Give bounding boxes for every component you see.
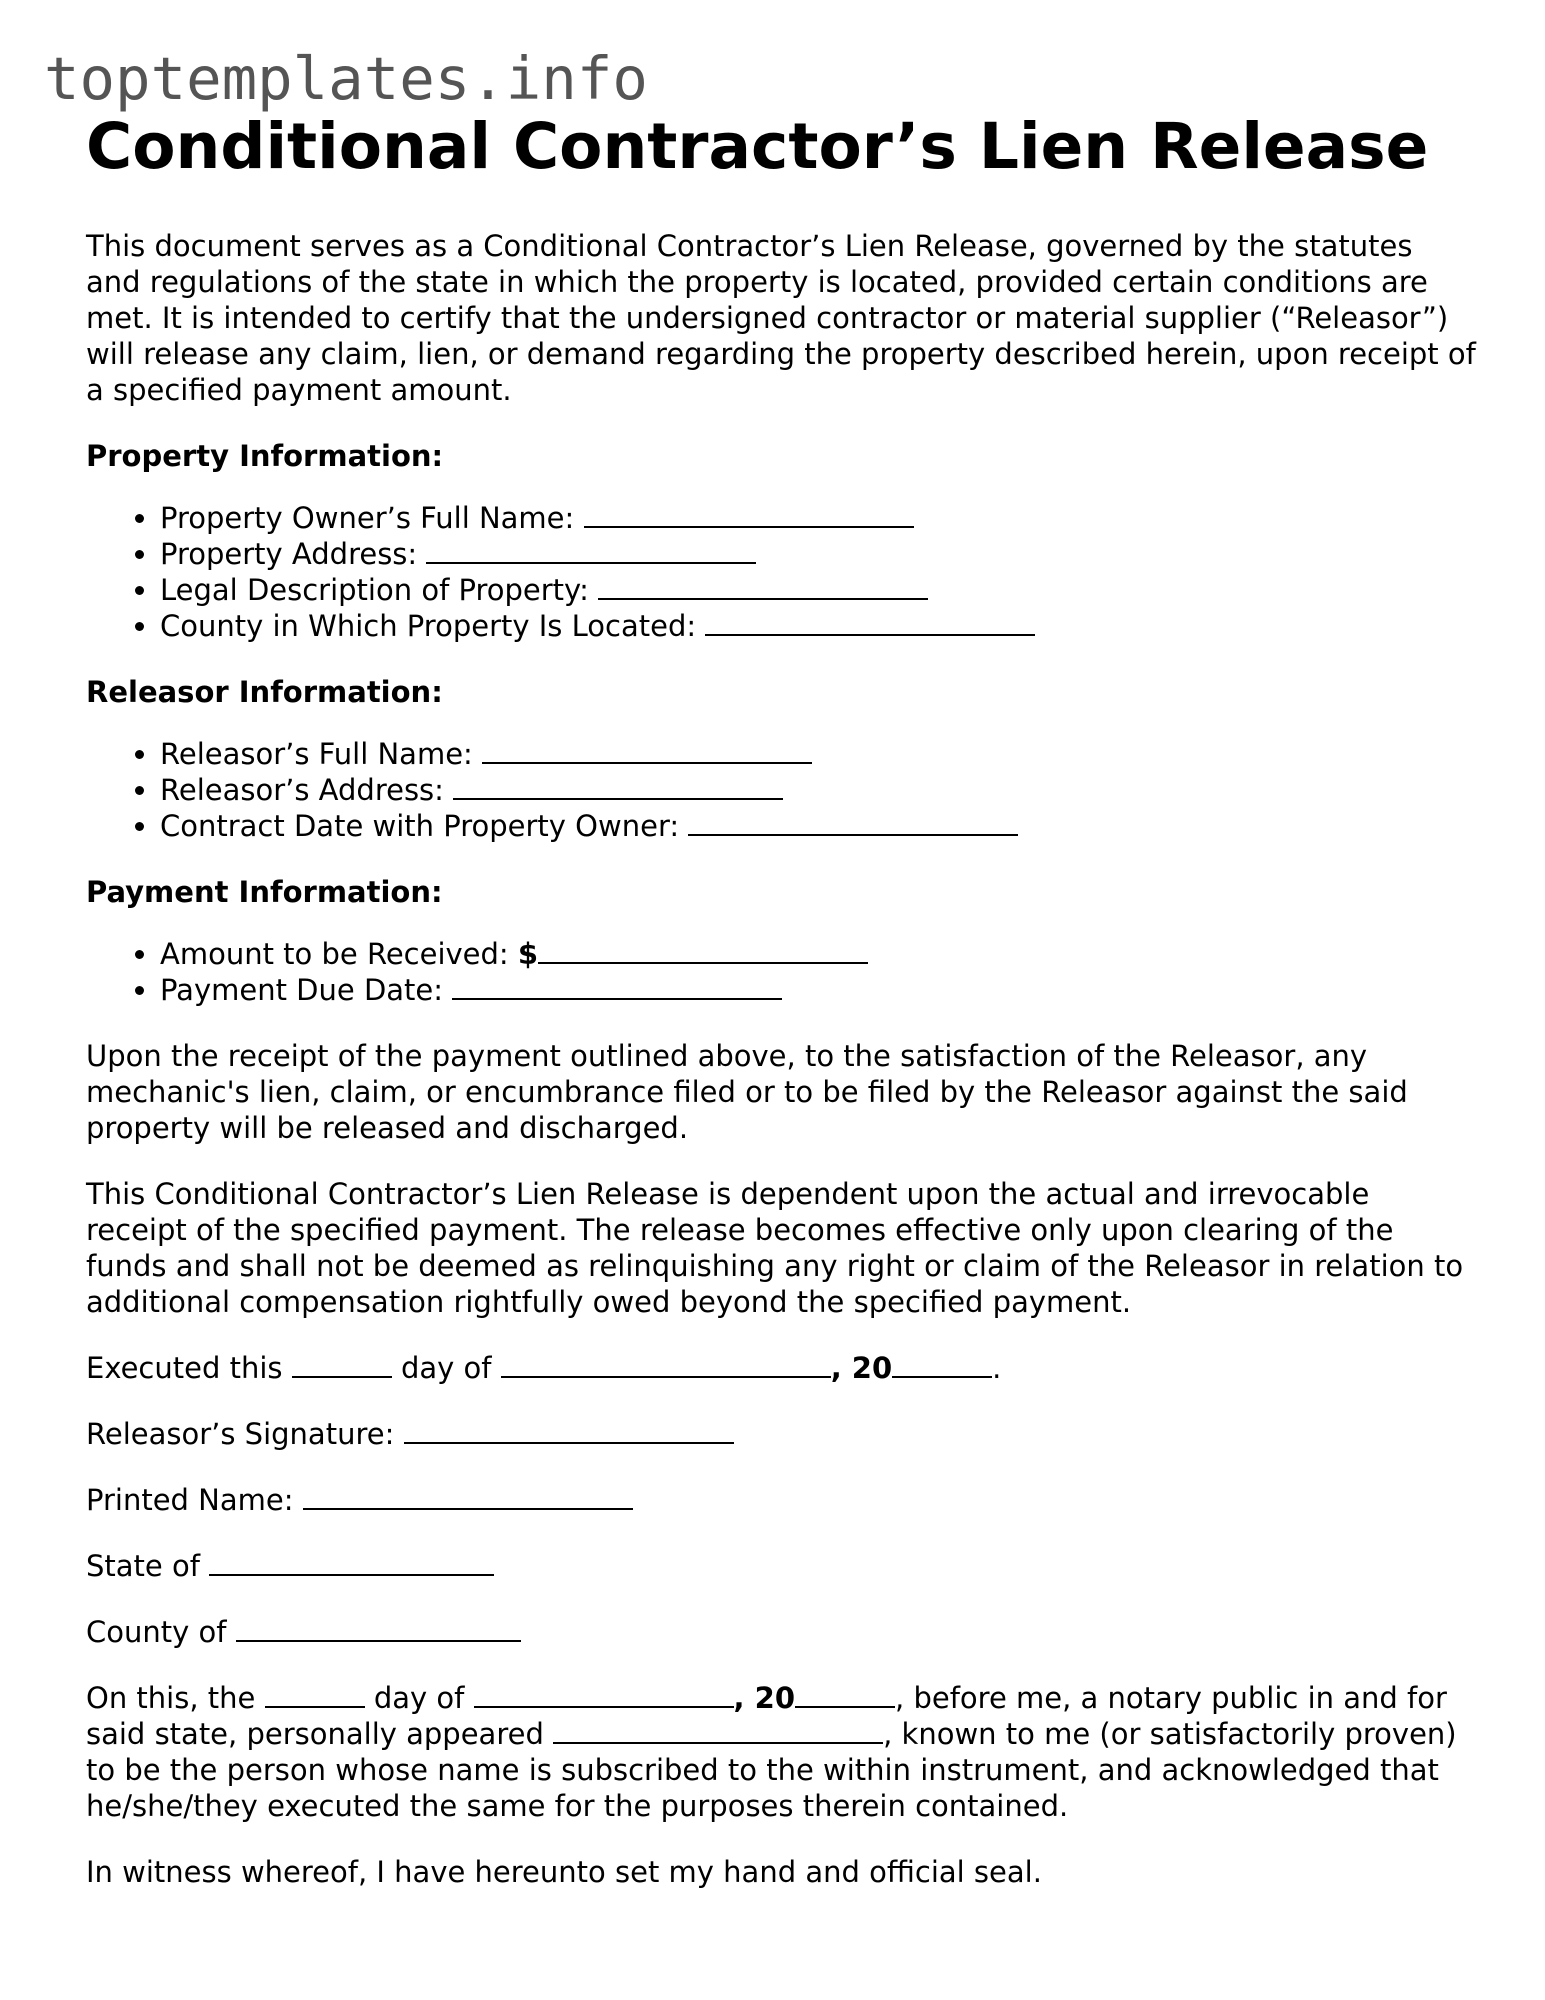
intro-paragraph: This document serves as a Conditional Contractor’s Lien Release, governed by the statutes and regulations of the state in which the property is located, provided certain conditions are met. It is intended to certify that the undersigned contractor or material supplier (“Releasor”) will release any claim, lien, or demand regarding the property described herein, upon receipt of a specified payment amount.: [86, 229, 1476, 407]
state-blank[interactable]: [209, 1548, 494, 1576]
state-label: State of: [86, 1549, 200, 1583]
signature-label: Releasor’s Signature:: [86, 1417, 395, 1451]
month-blank[interactable]: [501, 1350, 831, 1378]
field-label: Payment Due Date:: [160, 973, 444, 1007]
fill-in-blank[interactable]: [538, 936, 868, 964]
notary-prefix: On this, the: [86, 1681, 256, 1715]
fill-in-blank[interactable]: [482, 736, 812, 764]
county-label: County of: [86, 1615, 227, 1649]
executed-day-of: day of: [400, 1351, 492, 1385]
list-item: [160, 772, 1476, 808]
executed-end: .: [992, 1351, 1002, 1385]
release-paragraph: Upon the receipt of the payment outlined above, to the satisfaction of the Releasor, any mechanic's lien, claim, or encumbrance filed or to be filed by the Releasor against the said property will be released and discharged.: [86, 1039, 1408, 1145]
fill-in-blank[interactable]: [426, 536, 756, 564]
list-item: [160, 608, 1476, 644]
conditional-paragraph: This Conditional Contractor’s Lien Release is dependent upon the actual and irrevocable receipt of the specified payment. The release becomes effective only upon clearing of the funds and shall not be deemed as relinquishing any right or claim of the Releasor in relation to additional compensation rightfully owed beyond the specified payment.: [86, 1177, 1464, 1319]
payment-heading: Payment Information:: [86, 875, 443, 909]
county-line: [86, 1614, 1476, 1650]
notary-day-of: day of: [373, 1681, 465, 1715]
fill-in-blank[interactable]: [452, 972, 782, 1000]
day-blank[interactable]: [292, 1350, 392, 1378]
field-label: Legal Description of Property:: [160, 573, 589, 607]
field-label: Property Owner’s Full Name:: [160, 501, 575, 535]
fill-in-blank[interactable]: [598, 572, 928, 600]
printed-name-label: Printed Name:: [86, 1483, 294, 1517]
field-label: Amount to be Received:: [160, 937, 509, 971]
notary-year-blank[interactable]: [795, 1680, 895, 1708]
document-page: [86, 108, 1476, 1920]
state-line: [86, 1548, 1476, 1584]
executed-line: [86, 1350, 1476, 1386]
printed-name-line: [86, 1482, 1476, 1518]
printed-name-blank[interactable]: [303, 1482, 633, 1510]
payment-list: [86, 936, 1476, 1008]
year-prefix: , 20: [830, 1351, 893, 1385]
year-blank[interactable]: [892, 1350, 992, 1378]
list-item: [160, 972, 1476, 1008]
field-label: Releasor’s Address:: [160, 773, 444, 807]
list-item: [160, 808, 1476, 844]
signature-line: [86, 1416, 1476, 1452]
notary-month-blank[interactable]: [474, 1680, 734, 1708]
field-label: Releasor’s Full Name:: [160, 737, 473, 771]
property-list: [86, 500, 1476, 644]
field-label: Contract Date with Property Owner:: [160, 809, 680, 843]
list-item: [160, 936, 1476, 972]
notary-paragraph: [86, 1680, 1476, 1824]
fill-in-blank[interactable]: [453, 772, 783, 800]
executed-prefix: Executed this: [86, 1351, 283, 1385]
county-blank[interactable]: [236, 1614, 521, 1642]
property-heading: Property Information:: [86, 439, 444, 473]
fill-in-blank[interactable]: [584, 500, 914, 528]
list-item: [160, 536, 1476, 572]
fill-in-blank[interactable]: [688, 808, 1018, 836]
releasor-heading: Releasor Information:: [86, 675, 443, 709]
field-label: County in Which Property Is Located:: [160, 609, 697, 643]
signature-blank[interactable]: [404, 1416, 734, 1444]
list-item: [160, 500, 1476, 536]
list-item: [160, 572, 1476, 608]
list-item: [160, 736, 1476, 772]
watermark: toptemplates.info: [44, 44, 648, 113]
currency-symbol: $: [517, 937, 539, 971]
witness-paragraph: In witness whereof, I have hereunto set my hand and official seal.: [86, 1855, 1042, 1889]
appeared-name-blank[interactable]: [553, 1716, 883, 1744]
document-title: Conditional Contractor’s Lien Release: [86, 110, 1429, 183]
fill-in-blank[interactable]: [705, 608, 1035, 636]
releasor-list: [86, 736, 1476, 844]
notary-end: , known to me (or satisfactorily proven) to be the person whose name is subscribed to the within instrument, and acknowledged that he/she/they executed the same for the purposes therein contained.: [86, 1717, 1457, 1823]
notary-year-prefix: , 20: [733, 1681, 796, 1715]
notary-middle: , before me, a notary public in and for said state, personally appeared: [86, 1681, 1447, 1751]
field-label: Property Address:: [160, 537, 418, 571]
notary-day-blank[interactable]: [265, 1680, 365, 1708]
